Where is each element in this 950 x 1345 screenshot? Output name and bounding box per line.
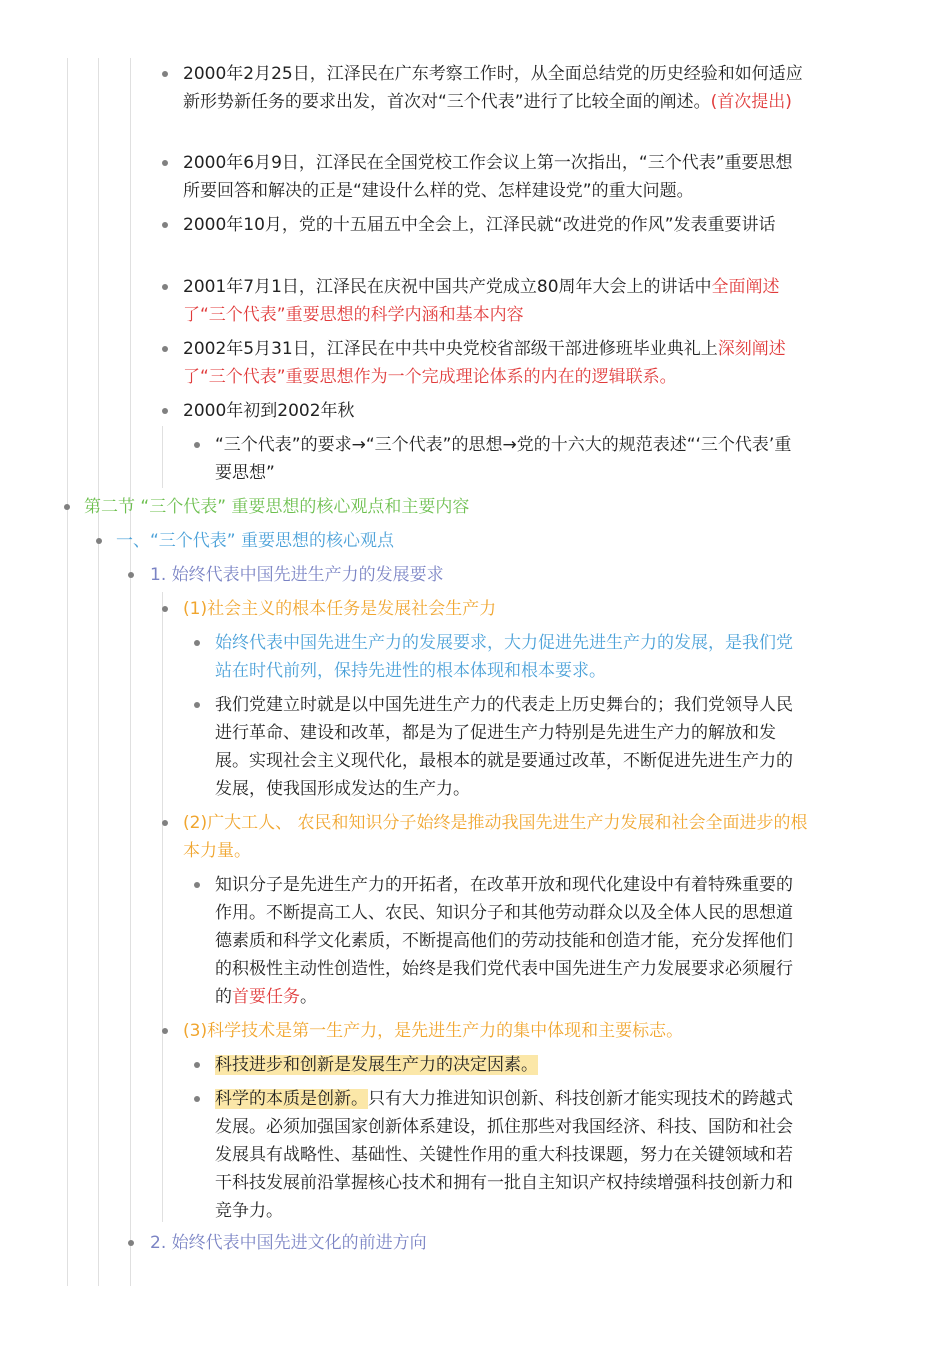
list-item: [183, 335, 803, 391]
list-item: [215, 629, 803, 685]
item-text: 2000年初到2002年秋: [183, 401, 355, 421]
heading-text: (1)社会主义的根本任务是发展社会生产力: [183, 599, 497, 619]
point-heading: [183, 595, 803, 623]
topic-heading: [150, 1229, 800, 1257]
item-text: 2000年6月9日，江泽民在全国党校工作会议上第一次指出，“三个代表”重要思想所要回答和解决的正是“建设什么样的党、怎样建设党”的重大问题。: [183, 153, 793, 201]
outline-guide-level-0: [67, 58, 68, 1286]
section-heading: [84, 493, 804, 521]
item-text-highlighted: 科技进步和创新是发展生产力的决定因素。: [215, 1055, 538, 1075]
item-text: 2001年7月1日，江泽民在庆祝中国共产党成立80周年大会上的讲话中: [183, 277, 712, 297]
heading-text: (3)科学技术是第一生产力，是先进生产力的集中体现和主要标志。: [183, 1021, 684, 1041]
bullet: [64, 504, 70, 510]
item-text: 2000年10月，党的十五届五中全会上，江泽民就“改进党的作风”发表重要讲话: [183, 215, 776, 235]
list-item: [215, 1051, 803, 1079]
bullet: [162, 71, 168, 77]
bullet: [162, 346, 168, 352]
item-text: 始终代表中国先进生产力的发展要求，大力促进先进生产力的发展，是我们党站在时代前列，保持先进性的根本体现和根本要求。: [215, 633, 793, 681]
heading-text: 1. 始终代表中国先进生产力的发展要求: [150, 565, 444, 585]
list-item: [183, 149, 803, 205]
item-highlight-red: 首要任务: [232, 987, 300, 1007]
heading-text: 2. 始终代表中国先进文化的前进方向: [150, 1233, 427, 1253]
outline-guide-level-3a: [162, 426, 163, 488]
list-item: [183, 273, 803, 329]
list-item: [215, 431, 803, 487]
item-text: 知识分子是先进生产力的开拓者，在改革开放和现代化建设中有着特殊重要的作用。不断提高工人、农民、知识分子和其他劳动群众以及全体人民的思想道德素质和科学文化素质，不断提高他们的劳动技能和创造才能，充分发挥他们的积极性主动性创造性，始终是我们党代表中国先进生产力发展要求必须履行的: [215, 875, 793, 1007]
bullet: [162, 606, 168, 612]
outline-guide-level-2: [130, 58, 131, 1286]
bullet: [194, 702, 200, 708]
bullet: [128, 1240, 134, 1246]
bullet: [162, 1028, 168, 1034]
topic-heading: [150, 561, 800, 589]
bullet: [128, 572, 134, 578]
list-item: [183, 60, 803, 116]
bullet: [162, 160, 168, 166]
item-text: 只有大力推进知识创新、科技创新才能实现技术的跨越式发展。必须加强国家创新体系建设，抓住那些对我国经济、科技、国防和社会发展具有战略性、基础性、关键性作用的重大科技课题，努力在关键领域和若干科技发展前沿掌握核心技术和拥有一批自主知识产权持续增强科技创新力和竞争力。: [215, 1089, 793, 1221]
item-text: 2000年2月25日，江泽民在广东考察工作时，从全面总结党的历史经验和如何适应新形势新任务的要求出发，首次对“三个代表”进行了比较全面的阐述。: [183, 64, 803, 112]
bullet: [162, 284, 168, 290]
bullet: [162, 222, 168, 228]
item-text: 2002年5月31日，江泽民在中共中央党校省部级干部进修班毕业典礼上: [183, 339, 718, 359]
heading-text: 第二节 “三个代表” 重要思想的核心观点和主要内容: [84, 497, 470, 517]
bullet: [194, 1062, 200, 1068]
point-heading: [183, 809, 808, 865]
point-heading: [183, 1017, 808, 1045]
item-text-highlighted: 科学的本质是创新。: [215, 1089, 368, 1109]
list-item: [215, 691, 803, 803]
bullet: [194, 640, 200, 646]
item-text: 我们党建立时就是以中国先进生产力的代表走上历史舞台的；我们党领导人民进行革命、建设和改革，都是为了促进生产力特别是先进生产力的解放和发展。实现社会主义现代化，最根本的就是要通过改革，不断促进先进生产力的发展，使我国形成发达的生产力。: [215, 695, 793, 799]
heading-text: 一、“三个代表” 重要思想的核心观点: [116, 531, 395, 551]
outline-guide-level-1: [98, 58, 99, 1286]
item-highlight-red: 全面阐述了“三个代表”重要思想的科学内涵和基本内容: [183, 277, 780, 325]
outline-guide-level-3b: [162, 592, 163, 1222]
bullet: [162, 820, 168, 826]
list-item: [183, 397, 803, 425]
item-text-end: 。: [300, 987, 317, 1007]
bullet: [162, 408, 168, 414]
list-item: [215, 871, 803, 1011]
heading-text: (2)广大工人、 农民和知识分子始终是推动我国先进生产力发展和社会全面进步的根本力量。: [183, 813, 808, 861]
bullet: [194, 442, 200, 448]
list-item: [215, 1085, 803, 1225]
item-highlight-red: 深刻阐述了“三个代表”重要思想作为一个完成理论体系的内在的逻辑联系。: [183, 339, 786, 387]
subsection-heading: [116, 527, 806, 555]
item-highlight-red: (首次提出): [710, 92, 792, 112]
list-item: [183, 211, 803, 239]
bullet: [96, 538, 102, 544]
bullet: [194, 882, 200, 888]
item-text: “三个代表”的要求→“三个代表”的思想→党的十六大的规范表述“‘三个代表’重要思想”: [215, 435, 792, 483]
bullet: [194, 1096, 200, 1102]
